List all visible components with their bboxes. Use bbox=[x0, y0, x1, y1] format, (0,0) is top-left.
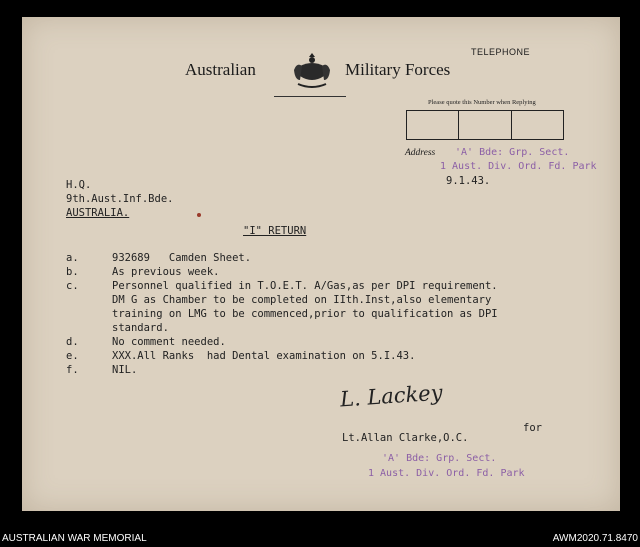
item-text: standard. bbox=[112, 322, 169, 334]
recipient-line1: H.Q. bbox=[66, 179, 92, 191]
handwritten-signature: L. Lackey bbox=[339, 380, 444, 412]
recipient-line3: AUSTRALIA. bbox=[66, 207, 130, 219]
item-key: d. bbox=[66, 336, 79, 348]
item-text: 932689 Camden Sheet. bbox=[112, 252, 252, 264]
item-text: As previous week. bbox=[112, 266, 220, 278]
return-heading: "I" RETURN bbox=[243, 225, 307, 237]
item-key: c. bbox=[66, 280, 79, 292]
quote-number-label: Please quote this Number when Replying bbox=[428, 99, 536, 106]
item-text: DM G as Chamber to be completed on IIth.Inst,also elementary bbox=[112, 294, 492, 306]
ink-spot bbox=[197, 213, 201, 217]
item-text: XXX.All Ranks had Dental examination on 5.I.43. bbox=[112, 350, 416, 362]
signatory-name: Lt.Allan Clarke,O.C. bbox=[342, 432, 469, 444]
reference-number-boxes bbox=[406, 110, 564, 140]
item-key: e. bbox=[66, 350, 79, 362]
letterhead-left-text: Australian bbox=[185, 60, 256, 79]
item-text: training on LMG to be commenced,prior to qualification as DPI bbox=[112, 308, 498, 320]
telephone-label: TELEPHONE bbox=[471, 47, 531, 57]
address-stamp-line2: 1 Aust. Div. Ord. Fd. Park bbox=[440, 161, 597, 172]
item-key: b. bbox=[66, 266, 79, 278]
archive-footer-left: AUSTRALIAN WAR MEMORIAL bbox=[2, 533, 147, 544]
item-text: No comment needed. bbox=[112, 336, 226, 348]
recipient-line2: 9th.Aust.Inf.Bde. bbox=[66, 193, 174, 205]
address-label: Address bbox=[405, 148, 436, 158]
letterhead-rule bbox=[274, 96, 346, 97]
item-key: a. bbox=[66, 252, 79, 264]
item-text: NIL. bbox=[112, 364, 138, 376]
bottom-stamp-line2: 1 Aust. Div. Ord. Fd. Park bbox=[368, 468, 525, 479]
document-date: 9.1.43. bbox=[446, 175, 491, 187]
coat-of-arms-icon bbox=[290, 50, 334, 92]
letterhead-right-text: Military Forces bbox=[345, 60, 451, 79]
signature-for: for bbox=[523, 422, 542, 434]
item-text: Personnel qualified in T.O.E.T. A/Gas,as per DPI requirement. bbox=[112, 280, 498, 292]
archive-footer-right: AWM2020.71.8470 bbox=[552, 533, 638, 544]
item-key: f. bbox=[66, 364, 79, 376]
bottom-stamp-line1: 'A' Bde: Grp. Sect. bbox=[382, 453, 497, 464]
address-stamp-line1: 'A' Bde: Grp. Sect. bbox=[455, 147, 570, 158]
